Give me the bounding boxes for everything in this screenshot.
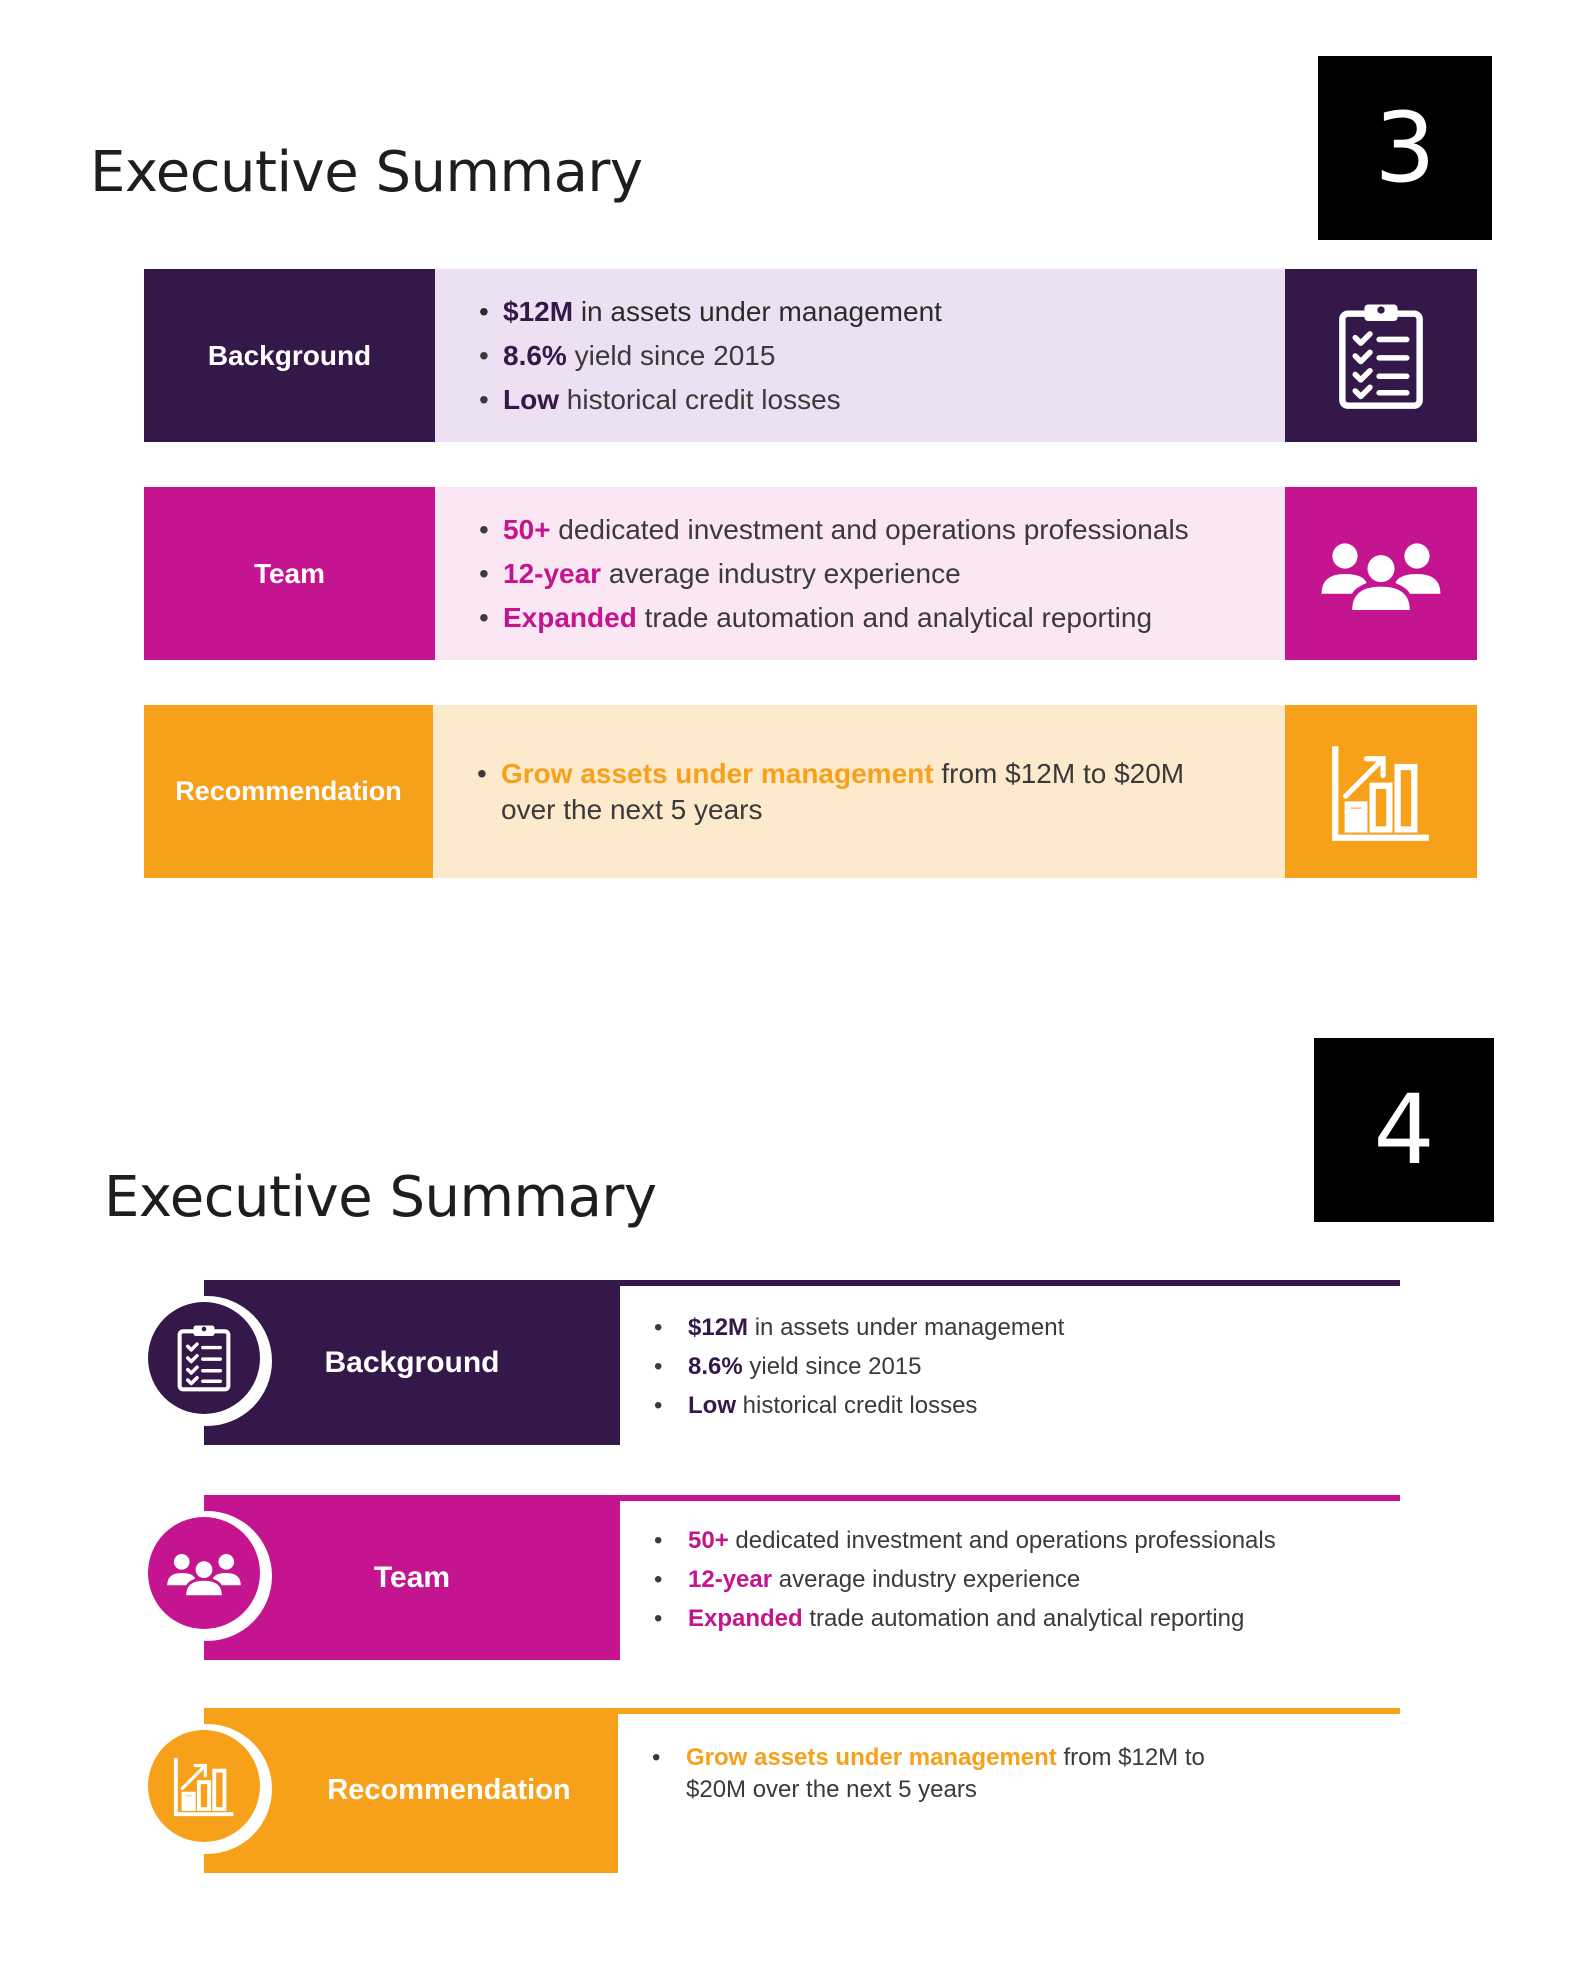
recommendation-label: Recommendation [144,705,433,878]
growth-chart-icon [1329,740,1433,844]
list-item: • 50+ dedicated investment and operations professionals [479,508,1285,552]
team-bullets [479,508,1285,640]
list-item: • Low historical credit losses [479,378,1285,422]
background-content [435,269,1285,442]
list-item: • Grow assets under management from $12M to $20M over the next 5 years [477,756,1237,828]
background-circle [148,1302,260,1414]
recommendation-content [433,705,1285,878]
team-label: Team [204,1495,620,1660]
list-item: • Expanded trade automation and analytical reporting [654,1599,1400,1638]
list-item: • Expanded trade automation and analytical reporting [479,596,1285,640]
people-group-icon [165,1550,243,1596]
list-item: • 50+ dedicated investment and operations professionals [654,1521,1400,1560]
team-content [620,1501,1400,1660]
recommendation-bullets [652,1742,1212,1806]
list-item: • Low historical credit losses [654,1386,1400,1425]
list-item: • Grow assets under management from $12M to $20M over the next 5 years [652,1742,1212,1806]
people-group-icon [1318,538,1444,610]
list-item: • 12-year average industry experience [654,1560,1400,1599]
team-icon-box [1285,487,1477,660]
recommendation-circle [148,1730,260,1842]
list-item: • $12M in assets under management [654,1308,1400,1347]
slide-4-number-badge: 4 [1314,1038,1494,1222]
list-item: • 8.6% yield since 2015 [654,1347,1400,1386]
background-bullets [654,1308,1400,1425]
clipboard-checklist-icon [1335,299,1427,413]
recommendation-content [618,1714,1398,1873]
list-item: • 12-year average industry experience [479,552,1285,596]
list-item: • 8.6% yield since 2015 [479,334,1285,378]
background-icon-box [1285,269,1477,442]
slide-3-title: Executive Summary [90,140,643,205]
slide-4-title: Executive Summary [104,1165,657,1230]
background-label: Background [144,269,435,442]
background-label: Background [204,1280,620,1445]
growth-chart-icon [172,1754,236,1818]
team-bullets [654,1521,1400,1638]
background-content [620,1286,1400,1445]
recommendation-bullets [477,756,1237,828]
background-bullets [479,290,1285,422]
recommendation-label: Recommendation [204,1708,618,1873]
team-circle [148,1517,260,1629]
team-content [435,487,1285,660]
list-item: • $12M in assets under management [479,290,1285,334]
recommendation-icon-box [1285,705,1477,878]
team-label: Team [144,487,435,660]
slide-3-number-badge: 3 [1318,56,1492,240]
clipboard-checklist-icon [175,1322,233,1394]
